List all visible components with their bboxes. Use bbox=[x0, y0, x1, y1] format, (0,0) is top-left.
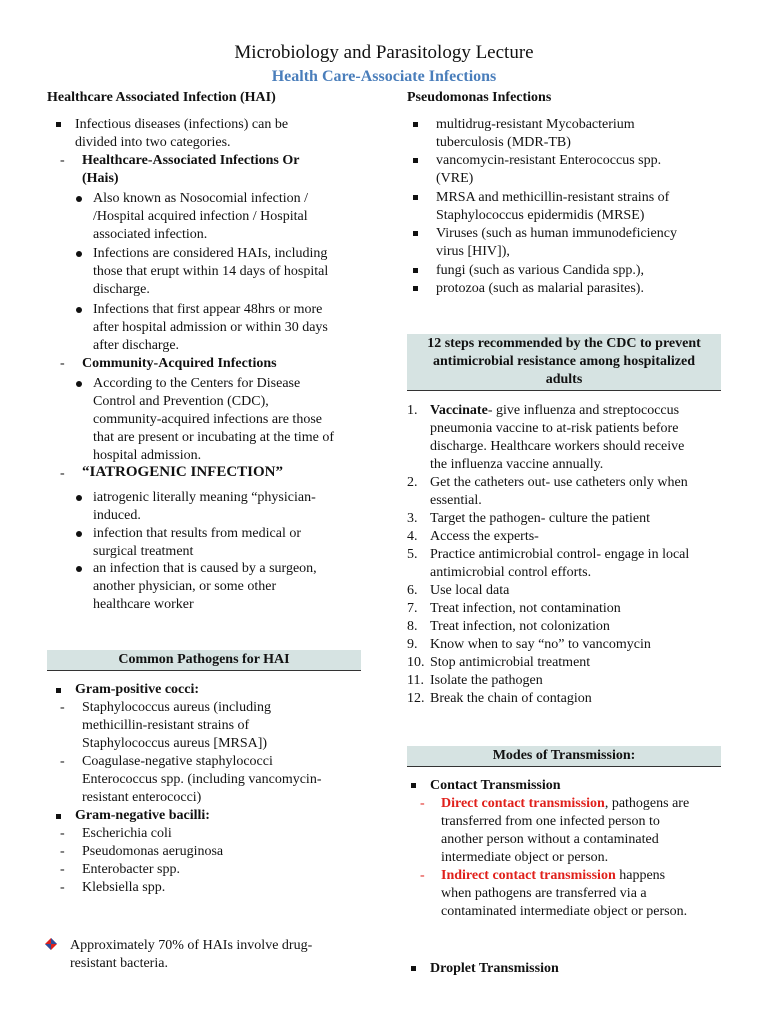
step-number: 9. bbox=[407, 637, 418, 652]
hai-bullet-2: Infections are considered HAIs, including those that erupt within 14 days of hospital discharge. bbox=[93, 246, 329, 297]
community-subheading: Community-Acquired Infections bbox=[82, 356, 277, 371]
step-1: Vaccinate- give influenza and streptococcus pneumonia vaccine to at-risk patients before discharge. Healthcare workers should receive the influenza vaccine annually. bbox=[430, 403, 685, 472]
dash-bullet-icon: - bbox=[420, 868, 425, 883]
community-bullet: According to the Centers for Disease Control and Prevention (CDC), community-acquired infections are those that are present or incubating at the time of hospital admission. bbox=[93, 376, 335, 463]
square-bullet-icon bbox=[413, 286, 418, 291]
step-item: Break the chain of contagion bbox=[430, 691, 592, 706]
pseudomonas-item: Viruses (such as human immunodeficiency virus [HIV]), bbox=[436, 226, 677, 259]
droplet-transmission-heading: Droplet Transmission bbox=[430, 961, 559, 976]
step-item: Access the experts- bbox=[430, 529, 539, 544]
page-subtitle: Health Care-Associate Infections bbox=[271, 68, 497, 85]
square-bullet-icon bbox=[413, 158, 418, 163]
step-number: 7. bbox=[407, 601, 418, 616]
step-number: 12. bbox=[407, 691, 425, 706]
step-item: Use local data bbox=[430, 583, 510, 598]
dot-bullet-icon bbox=[76, 531, 82, 537]
square-bullet-icon bbox=[413, 122, 418, 127]
step-item: Treat infection, not contamination bbox=[430, 601, 621, 616]
dot-bullet-icon bbox=[76, 495, 82, 501]
hai-subheading: Healthcare-Associated Infections Or (Hais) bbox=[82, 153, 300, 186]
square-bullet-icon bbox=[411, 966, 416, 971]
square-bullet-icon bbox=[56, 814, 61, 819]
step-number: 8. bbox=[407, 619, 418, 634]
step-number: 3. bbox=[407, 511, 418, 526]
pathogens-heading: Common Pathogens for HAI bbox=[47, 650, 361, 671]
step-number: 10. bbox=[407, 655, 425, 670]
step-item: Stop antimicrobial treatment bbox=[430, 655, 591, 670]
step-number: 6. bbox=[407, 583, 418, 598]
hai-bullet-3: Infections that first appear 48hrs or more after hospital admission or within 30 days after discharge. bbox=[93, 302, 328, 353]
hai-bullet-1: Also known as Nosocomial infection / /Hospital acquired infection / Hospital associated infection. bbox=[93, 191, 309, 242]
cdc-steps-heading: 12 steps recommended by the CDC to prevent antimicrobial resistance among hospitalized adults bbox=[407, 334, 721, 391]
indirect-contact-text: Indirect contact transmission happens when pathogens are transferred via a contaminated intermediate object or person. bbox=[441, 868, 688, 919]
iatrogenic-subheading: “IATROGENIC INFECTION” bbox=[82, 464, 283, 480]
step-number: 11. bbox=[407, 673, 424, 688]
pseudomonas-item: MRSA and methicillin-resistant strains of Staphylococcus epidermidis (MRSE) bbox=[436, 190, 670, 223]
dot-bullet-icon bbox=[76, 307, 82, 313]
step-item: Practice antimicrobial control- engage in local antimicrobial control efforts. bbox=[430, 547, 690, 580]
dot-bullet-icon bbox=[76, 251, 82, 257]
pseudomonas-item: protozoa (such as malarial parasites). bbox=[436, 281, 644, 296]
pseudomonas-item: vancomycin-resistant Enterococcus spp. (VRE) bbox=[436, 153, 662, 186]
diamond-arrow-icon bbox=[45, 938, 57, 950]
pseudomonas-item: multidrug-resistant Mycobacterium tuberculosis (MDR-TB) bbox=[436, 117, 635, 150]
dash-bullet-icon: - bbox=[60, 880, 65, 895]
iatro-bullet-2: infection that results from medical or surgical treatment bbox=[93, 526, 301, 559]
step-item: Know when to say “no” to vancomycin bbox=[430, 637, 651, 652]
pseudomonas-item: fungi (such as various Candida spp.), bbox=[436, 263, 645, 278]
step-item: Get the catheters out- use catheters only when essential. bbox=[430, 475, 688, 508]
drug-resistance-note: Approximately 70% of HAIs involve drug- resistant bacteria. bbox=[70, 938, 313, 971]
gram-positive-item-1: Staphylococcus aureus (including methicillin-resistant strains of Staphylococcus aureus [MRSA]) bbox=[82, 700, 271, 751]
step-number: 1. bbox=[407, 403, 418, 418]
step-number: 2. bbox=[407, 475, 418, 490]
step-item: Treat infection, not colonization bbox=[430, 619, 610, 634]
dash-bullet-icon: - bbox=[60, 466, 65, 481]
step-number: 5. bbox=[407, 547, 418, 562]
dash-bullet-icon: - bbox=[60, 356, 65, 371]
dash-bullet-icon: - bbox=[60, 826, 65, 841]
square-bullet-icon bbox=[413, 268, 418, 273]
iatro-bullet-3: an infection that is caused by a surgeon, another physician, or some other healthcare worker bbox=[93, 561, 317, 612]
square-bullet-icon bbox=[413, 231, 418, 236]
square-bullet-icon bbox=[411, 783, 416, 788]
modes-heading: Modes of Transmission: bbox=[407, 746, 721, 767]
dot-bullet-icon bbox=[76, 196, 82, 202]
step-item: Isolate the pathogen bbox=[430, 673, 543, 688]
step-item: Target the pathogen- culture the patient bbox=[430, 511, 650, 526]
page-title: Microbiology and Parasitology Lecture bbox=[234, 42, 534, 63]
dash-bullet-icon: - bbox=[420, 796, 425, 811]
gram-positive-heading: Gram-positive cocci: bbox=[75, 682, 200, 697]
direct-contact-text: Direct contact transmission, pathogens are transferred from one infected person to another person without a contaminated intermediate object or person. bbox=[441, 796, 690, 865]
pseudomonas-heading: Pseudomonas Infections bbox=[407, 90, 552, 105]
dot-bullet-icon bbox=[76, 566, 82, 572]
square-bullet-icon bbox=[413, 195, 418, 200]
dash-bullet-icon: - bbox=[60, 754, 65, 769]
square-bullet-icon bbox=[56, 122, 61, 127]
dot-bullet-icon bbox=[76, 381, 82, 387]
contact-transmission-heading: Contact Transmission bbox=[430, 778, 561, 793]
dash-bullet-icon: - bbox=[60, 700, 65, 715]
hai-heading: Healthcare Associated Infection (HAI) bbox=[47, 90, 276, 105]
intro-text: Infectious diseases (infections) can be divided into two categories. bbox=[75, 117, 289, 150]
iatro-bullet-1: iatrogenic literally meaning “physician- induced. bbox=[93, 490, 316, 523]
square-bullet-icon bbox=[56, 688, 61, 693]
gram-negative-item: Klebsiella spp. bbox=[82, 880, 166, 895]
dash-bullet-icon: - bbox=[60, 844, 65, 859]
gram-negative-heading: Gram-negative bacilli: bbox=[75, 808, 210, 823]
gram-negative-item: Enterobacter spp. bbox=[82, 862, 180, 877]
dash-bullet-icon: - bbox=[60, 862, 65, 877]
step-number: 4. bbox=[407, 529, 418, 544]
gram-negative-item: Pseudomonas aeruginosa bbox=[82, 844, 224, 859]
gram-positive-item-2: Coagulase-negative staphylococci Enterococcus spp. (including vancomycin- resistant enterococci) bbox=[82, 754, 322, 805]
gram-negative-item: Escherichia coli bbox=[82, 826, 172, 841]
dash-bullet-icon: - bbox=[60, 153, 65, 168]
